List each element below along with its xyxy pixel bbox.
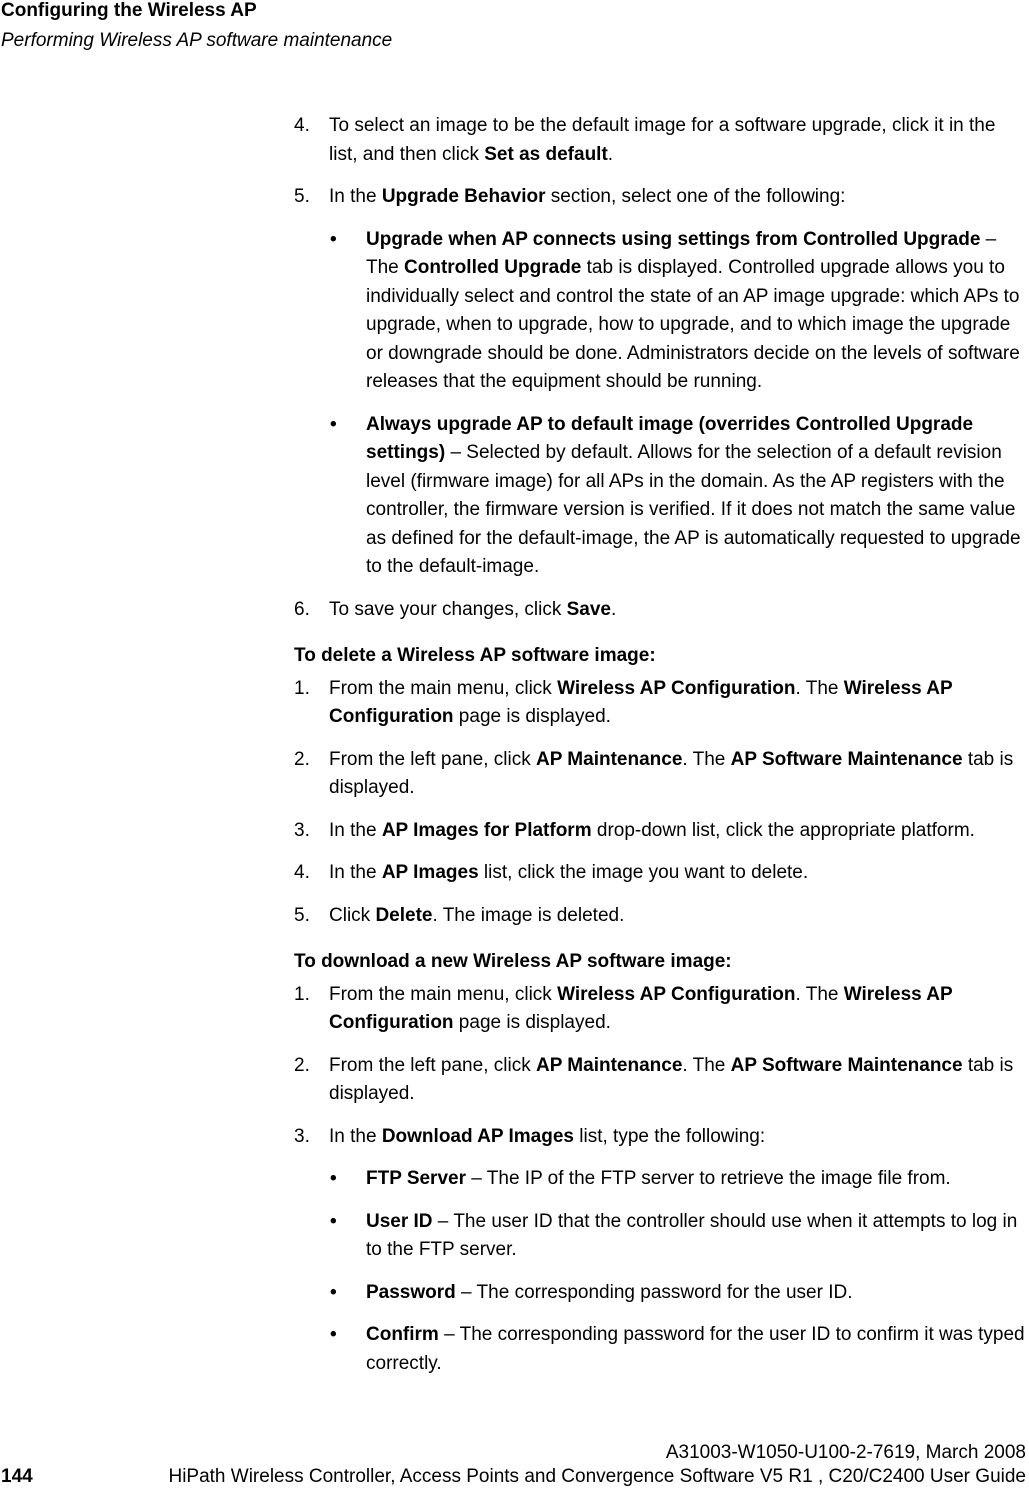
step-text bbox=[329, 678, 952, 728]
ui-term: Wireless AP Configuration bbox=[557, 983, 796, 1005]
step-text bbox=[329, 984, 952, 1034]
step-number: 3. bbox=[294, 1125, 310, 1147]
ui-term: AP Software Maintenance bbox=[730, 1054, 963, 1076]
bullet-dot-icon: • bbox=[330, 1168, 337, 1189]
bullet-list-upgrade-behavior bbox=[294, 226, 1029, 582]
step-list-save bbox=[294, 596, 1029, 625]
text-run: Click bbox=[329, 904, 376, 926]
bullet-list-download-fields bbox=[294, 1165, 1029, 1378]
step-number: 4. bbox=[294, 862, 310, 883]
bullet-dot-icon: • bbox=[330, 1324, 337, 1345]
step-text bbox=[329, 820, 975, 841]
step-list-download bbox=[294, 981, 1029, 1152]
text-run: list, click the image you want to delete. bbox=[478, 862, 809, 883]
ui-term: Controlled Upgrade bbox=[404, 257, 582, 278]
text-run: tab is displayed. Controlled upgrade allows you to individually select and control the state of an AP image upgrade: which APs to upgrade, when to upgrade, how to upgrade, and to which image the upgrade or downgrade should be done. Administrators decide on the levels of software releases that the equipment should be running. bbox=[366, 257, 1020, 392]
step-text bbox=[329, 749, 1013, 799]
step-item bbox=[294, 1123, 1029, 1152]
ui-term: Set as default bbox=[484, 143, 608, 165]
bullet-item bbox=[294, 1279, 1029, 1308]
ui-term: Password bbox=[366, 1281, 456, 1303]
text-run: page is displayed. bbox=[453, 706, 611, 727]
text-run: – Selected by default. Allows for the selection of a default revision level (firmware image) for all APs in the domain. As the AP registers with the controller, the firmware version is verified. If it does not match the same value as defined for the default-image, the AP is automatically requested to upgrade to the default-image. bbox=[366, 442, 1021, 577]
ui-term: AP Images for Platform bbox=[381, 819, 592, 841]
text-run: . The image is deleted. bbox=[432, 904, 625, 926]
bullet-text bbox=[366, 1282, 853, 1303]
ui-term: Delete bbox=[375, 904, 433, 926]
text-run: . bbox=[611, 598, 617, 620]
text-run: . bbox=[607, 143, 614, 165]
bullet-text bbox=[366, 1324, 1025, 1374]
step-text bbox=[329, 115, 995, 165]
text-run: – The corresponding password for the user ID. bbox=[455, 1281, 853, 1303]
text-run: drop-down list, click the appropriate platform. bbox=[591, 819, 975, 841]
text-run: page is displayed. bbox=[453, 1012, 611, 1033]
text-run: tab is displayed. bbox=[329, 748, 1014, 798]
step-text bbox=[329, 905, 624, 926]
ui-term: Upgrade Behavior bbox=[381, 186, 546, 207]
text-run: – The bbox=[366, 228, 997, 278]
ui-term: AP Maintenance bbox=[535, 1054, 683, 1076]
step-item bbox=[294, 746, 1029, 803]
ui-term: Wireless AP Configuration bbox=[557, 677, 796, 699]
step-number: 1. bbox=[294, 677, 310, 699]
ui-term: Upgrade when AP connects using settings from Controlled Upgrade bbox=[366, 228, 981, 250]
page-content bbox=[294, 112, 1029, 1392]
text-run: . The bbox=[795, 677, 844, 699]
text-run: . The bbox=[795, 983, 844, 1005]
bullet-text bbox=[366, 229, 1020, 393]
text-run: From the left pane, click bbox=[329, 748, 536, 770]
ui-term: Confirm bbox=[366, 1324, 439, 1345]
bullet-text bbox=[366, 1211, 1017, 1261]
bullet-item bbox=[294, 1321, 1029, 1378]
text-run: . The bbox=[682, 1054, 731, 1076]
text-run: In the bbox=[329, 819, 382, 841]
step-number: 4. bbox=[294, 115, 310, 136]
ui-term: Save bbox=[566, 598, 611, 620]
bullet-item bbox=[294, 226, 1029, 397]
text-run: In the bbox=[329, 862, 382, 883]
ui-term: AP Maintenance bbox=[535, 748, 683, 770]
step-number: 3. bbox=[294, 819, 310, 841]
bullet-text bbox=[366, 1168, 951, 1189]
step-text bbox=[329, 186, 845, 207]
chapter-title: Configuring the Wireless AP bbox=[1, 0, 257, 21]
text-run: list, type the following: bbox=[573, 1125, 766, 1147]
text-run: – The corresponding password for the user ID to confirm it was typed correctly. bbox=[366, 1324, 1025, 1374]
step-text bbox=[329, 599, 616, 620]
step-number: 6. bbox=[294, 598, 310, 620]
step-list-upgrade bbox=[294, 112, 1029, 212]
bullet-item bbox=[294, 411, 1029, 582]
ui-term: Wireless AP Configuration bbox=[329, 677, 953, 727]
step-number: 2. bbox=[294, 1054, 310, 1076]
step-text bbox=[329, 862, 808, 883]
step-item bbox=[294, 859, 1029, 888]
step-item bbox=[294, 112, 1029, 169]
text-run: In the bbox=[329, 186, 382, 207]
text-run: From the left pane, click bbox=[329, 1054, 536, 1076]
bullet-dot-icon: • bbox=[330, 228, 337, 250]
step-item bbox=[294, 981, 1029, 1038]
step-item bbox=[294, 596, 1029, 625]
step-text bbox=[329, 1126, 765, 1147]
bullet-dot-icon: • bbox=[330, 413, 337, 435]
step-item bbox=[294, 902, 1029, 931]
step-item bbox=[294, 183, 1029, 212]
text-run: section, select one of the following: bbox=[545, 186, 846, 207]
bullet-item bbox=[294, 1165, 1029, 1194]
bullet-dot-icon: • bbox=[330, 1281, 337, 1303]
step-list-delete bbox=[294, 675, 1029, 931]
guide-title: HiPath Wireless Controller, Access Points and Convergence Software V5 R1 , C20/C2400 User Guide bbox=[168, 1466, 1026, 1487]
ui-term: Always upgrade AP to default image (overrides Controlled Upgrade settings) bbox=[366, 413, 974, 463]
ui-term: AP Software Maintenance bbox=[730, 748, 963, 770]
step-number: 1. bbox=[294, 983, 310, 1005]
step-item bbox=[294, 1052, 1029, 1109]
step-number: 5. bbox=[294, 904, 310, 926]
text-run: – The IP of the FTP server to retrieve the image file from. bbox=[465, 1168, 951, 1189]
page-number: 144 bbox=[1, 1466, 33, 1487]
step-item bbox=[294, 817, 1029, 846]
delete-image-heading: To delete a Wireless AP software image: bbox=[294, 645, 656, 666]
text-run: To save your changes, click bbox=[329, 598, 567, 620]
step-item bbox=[294, 675, 1029, 732]
text-run: To select an image to be the default image for a software upgrade, click it in the list, and then click bbox=[329, 115, 996, 165]
section-subtitle: Performing Wireless AP software maintenance bbox=[1, 30, 393, 51]
document-id: A31003-W1050-U100-2-7619, March 2008 bbox=[665, 1442, 1026, 1463]
text-run: tab is displayed. bbox=[329, 1054, 1014, 1104]
text-run: From the main menu, click bbox=[329, 677, 558, 699]
ui-term: Wireless AP Configuration bbox=[329, 983, 953, 1033]
step-number: 2. bbox=[294, 748, 310, 770]
text-run: In the bbox=[329, 1125, 382, 1147]
ui-term: AP Images bbox=[381, 862, 479, 883]
text-run: – The user ID that the controller should use when it attempts to log in to the FTP server. bbox=[366, 1210, 1018, 1260]
bullet-dot-icon: • bbox=[330, 1210, 337, 1232]
step-number: 5. bbox=[294, 186, 310, 207]
ui-term: Download AP Images bbox=[381, 1125, 574, 1147]
bullet-item bbox=[294, 1208, 1029, 1265]
ui-term: FTP Server bbox=[366, 1168, 466, 1189]
text-run: . The bbox=[682, 748, 731, 770]
step-text bbox=[329, 1055, 1013, 1105]
text-run: From the main menu, click bbox=[329, 983, 558, 1005]
ui-term: User ID bbox=[366, 1210, 433, 1232]
bullet-text bbox=[366, 414, 1021, 578]
download-image-heading: To download a new Wireless AP software image: bbox=[294, 951, 732, 972]
